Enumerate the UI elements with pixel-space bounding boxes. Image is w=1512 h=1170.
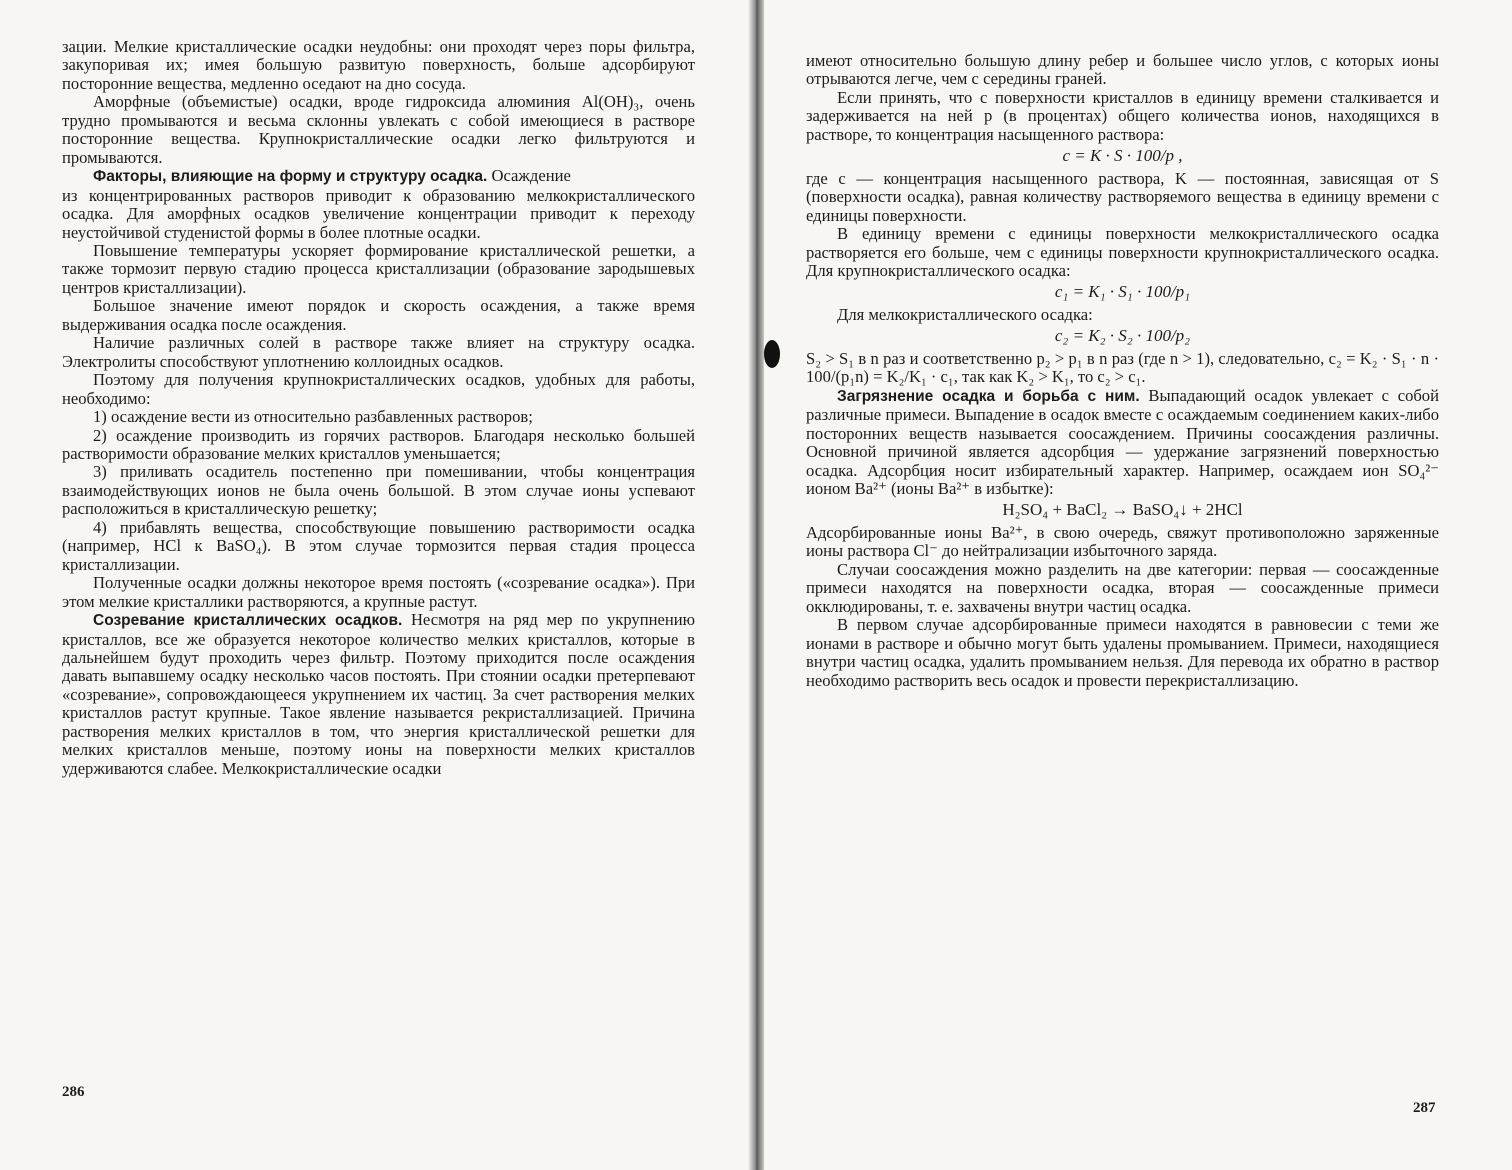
ink-blot xyxy=(764,340,780,368)
paragraph: Случаи соосаждения можно разделить на две категории: первая — соосажденные примеси находятся на поверхности осадка, вторая — соосажденные примеси окклюдированы, т. е. захвачены внутри частиц осадка. xyxy=(806,559,1439,616)
formula: c₁ = K₁ · S₁ · 100/p₁ xyxy=(1054,282,1191,302)
page-number-left: 286 xyxy=(62,1084,85,1100)
paragraph: Наличие различных солей в растворе также влияет на структуру осадка. Электролиты способствуют уплотнению коллоидных осадков. xyxy=(62,333,695,371)
paragraph: Повышение температуры ускоряет формирование кристаллической решетки, а также тормозит первую стадию процесса кристаллизации (образование зародышевых центров кристаллизации). xyxy=(62,240,695,297)
paragraph-body: Выпадающий осадок увлекает с собой различные примеси. Выпадение в осадок вместе с осаждаемым соединением каких-либо посторонних веществ называется соосаждением. Причины соосаждения различны. Основной причиной является адсорбция — удержание загрязнений поверхностью осадка. Адсорбция носит избирательный характер. Например, осаждаем ион SO₄²⁻ ионом Ba²⁺ (ионы Ba²⁺ в избытке): xyxy=(806,385,1439,498)
section-heading: Факторы, влияющие на форму и структуру осадка. xyxy=(93,168,488,186)
section-heading: Загрязнение осадка и борьба с ним. xyxy=(837,387,1140,405)
paragraph: В единицу времени с единицы поверхности мелкокристаллического осадка растворяется его больше, чем с единицы поверхности крупнокристаллического осадка. Для крупнокристаллического осадка: xyxy=(806,224,1439,280)
list-item: 3) приливать осадитель постепенно при помешивании, чтобы концентрация взаимодействующих ионов не была очень большой. В этом случае ионы успевают расположиться в кристаллическую решетку; xyxy=(62,462,695,519)
paragraph: Адсорбированные ионы Ba²⁺, в свою очередь, свяжут противоположно заряженные ионы раствора Cl⁻ до нейтрализации избыточного заряда. xyxy=(806,522,1439,561)
paragraph: S₂ > S₁ в n раз и соответственно p₂ > p₁ в n раз (где n > 1), следовательно, c₂ = K₂ · S₁ · n · 100/(p₁n) = K₂/K₁ · c₁, так как K₂ > K₁, то c₂ > c₁. xyxy=(806,348,1439,387)
paragraph: из концентрированных растворов приводит к образованию мелкокристаллического осадка. Для аморфных осадков увеличение концентрации приводит к переходу неустойчивой студенистой формы в более плотные осадки. xyxy=(62,185,695,242)
left-page-text xyxy=(62,38,695,778)
list-item: 1) осаждение вести из относительно разбавленных растворов; xyxy=(93,407,533,427)
paragraph: Поэтому для получения крупнокристаллических осадков, удобных для работы, необходимо: xyxy=(62,370,695,408)
paragraph: Для мелкокристаллического осадка: xyxy=(837,304,1093,324)
reaction-equation: H₂SO₄ + BaCl₂ → BaSO₄↓ + 2HCl xyxy=(1002,500,1243,520)
paragraph-body: Несмотря на ряд мер по укрупнению кристаллов, все же образуется некоторое количество мелких кристаллов, которые в дальнейшем будут проходить через фильтр. Поэтому приходится после осаждения давать выпавшему осадку несколько часов постоять. При стоянии осадки претерпевают «созревание», сопровождающееся укрупнением их частиц. За счет растворения мелких кристаллов растут крупные. Такое явление называется рекристаллизацией. Причина растворения мелких кристаллов в том, что энергия кристаллической решетки для мелких кристаллов меньше, поэтому ионы на поверхности мелких кристаллов удерживаются слабее. Мелкокристаллические осадки xyxy=(62,610,695,778)
book-gutter xyxy=(748,0,764,1170)
paragraph: Полученные осадки должны некоторое время постоять («созревание осадка»). При этом мелкие кристаллики растворяются, а крупные растут. xyxy=(62,573,695,611)
heading-tail: Осаждение xyxy=(487,166,571,186)
section-heading: Созревание кристаллических осадков. xyxy=(93,612,403,630)
paragraph: Большое значение имеют порядок и скорость осаждения, а также время выдерживания осадка после осаждения. xyxy=(62,296,695,334)
paragraph-ripening xyxy=(62,611,695,778)
list-item: 4) прибавлять вещества, способствующие повышению растворимости осадка (например, HCl к BaSO₄). В этом случае тормозится первая стадия процесса кристаллизации. xyxy=(62,517,695,574)
list-item: 2) осаждение производить из горячих растворов. Благодаря несколько большей растворимости образование мелких кристаллов уменьшается; xyxy=(62,425,695,463)
right-page-text xyxy=(806,52,1439,690)
paragraph: зации. Мелкие кристаллические осадки неудобны: они проходят через поры фильтра, закупоривая их; имея большую развитую поверхность, больше адсорбируют посторонние вещества, медленно оседают на дно сосуда. xyxy=(62,37,695,93)
formula: c₂ = K₂ · S₂ · 100/p₂ xyxy=(1054,326,1191,346)
paragraph: В первом случае адсорбированные примеси находятся в равновесии с теми же ионами в растворе и обычно могут быть удалены промыванием. Примеси, находящиеся внутри частиц осадка, удалить промыванием нельзя. Для перевода их обратно в раствор необходимо растворить весь осадок и провести перекристаллизацию. xyxy=(806,615,1439,690)
paragraph: имеют относительно большую длину ребер и большее число углов, с которых ионы отрываются легче, чем с середины граней. xyxy=(806,51,1439,89)
paragraph-factors xyxy=(62,167,695,186)
page-number-right: 287 xyxy=(1413,1100,1436,1116)
paragraph: где c — концентрация насыщенного раствора, K — постоянная, зависящая от S (поверхности осадка), равная количеству растворяемого вещества в единицу времени с единицы поверхности. xyxy=(806,168,1439,225)
paragraph-contamination xyxy=(806,387,1439,499)
paragraph: Аморфные (объемистые) осадки, вроде гидроксида алюминия Al(OH)₃, очень трудно промываются и весьма склонны увлекать с собой имеющиеся в растворе посторонние вещества. Крупнокристаллические осадки легко фильтруются и промываются. xyxy=(62,92,695,167)
formula: c = K · S · 100/p , xyxy=(1062,146,1183,166)
paragraph: Если принять, что с поверхности кристаллов в единицу времени сталкивается и задерживается на ней p (в процентах) общего количества ионов, находящихся в растворе, то концентрация насыщенного раствора: xyxy=(806,87,1439,144)
